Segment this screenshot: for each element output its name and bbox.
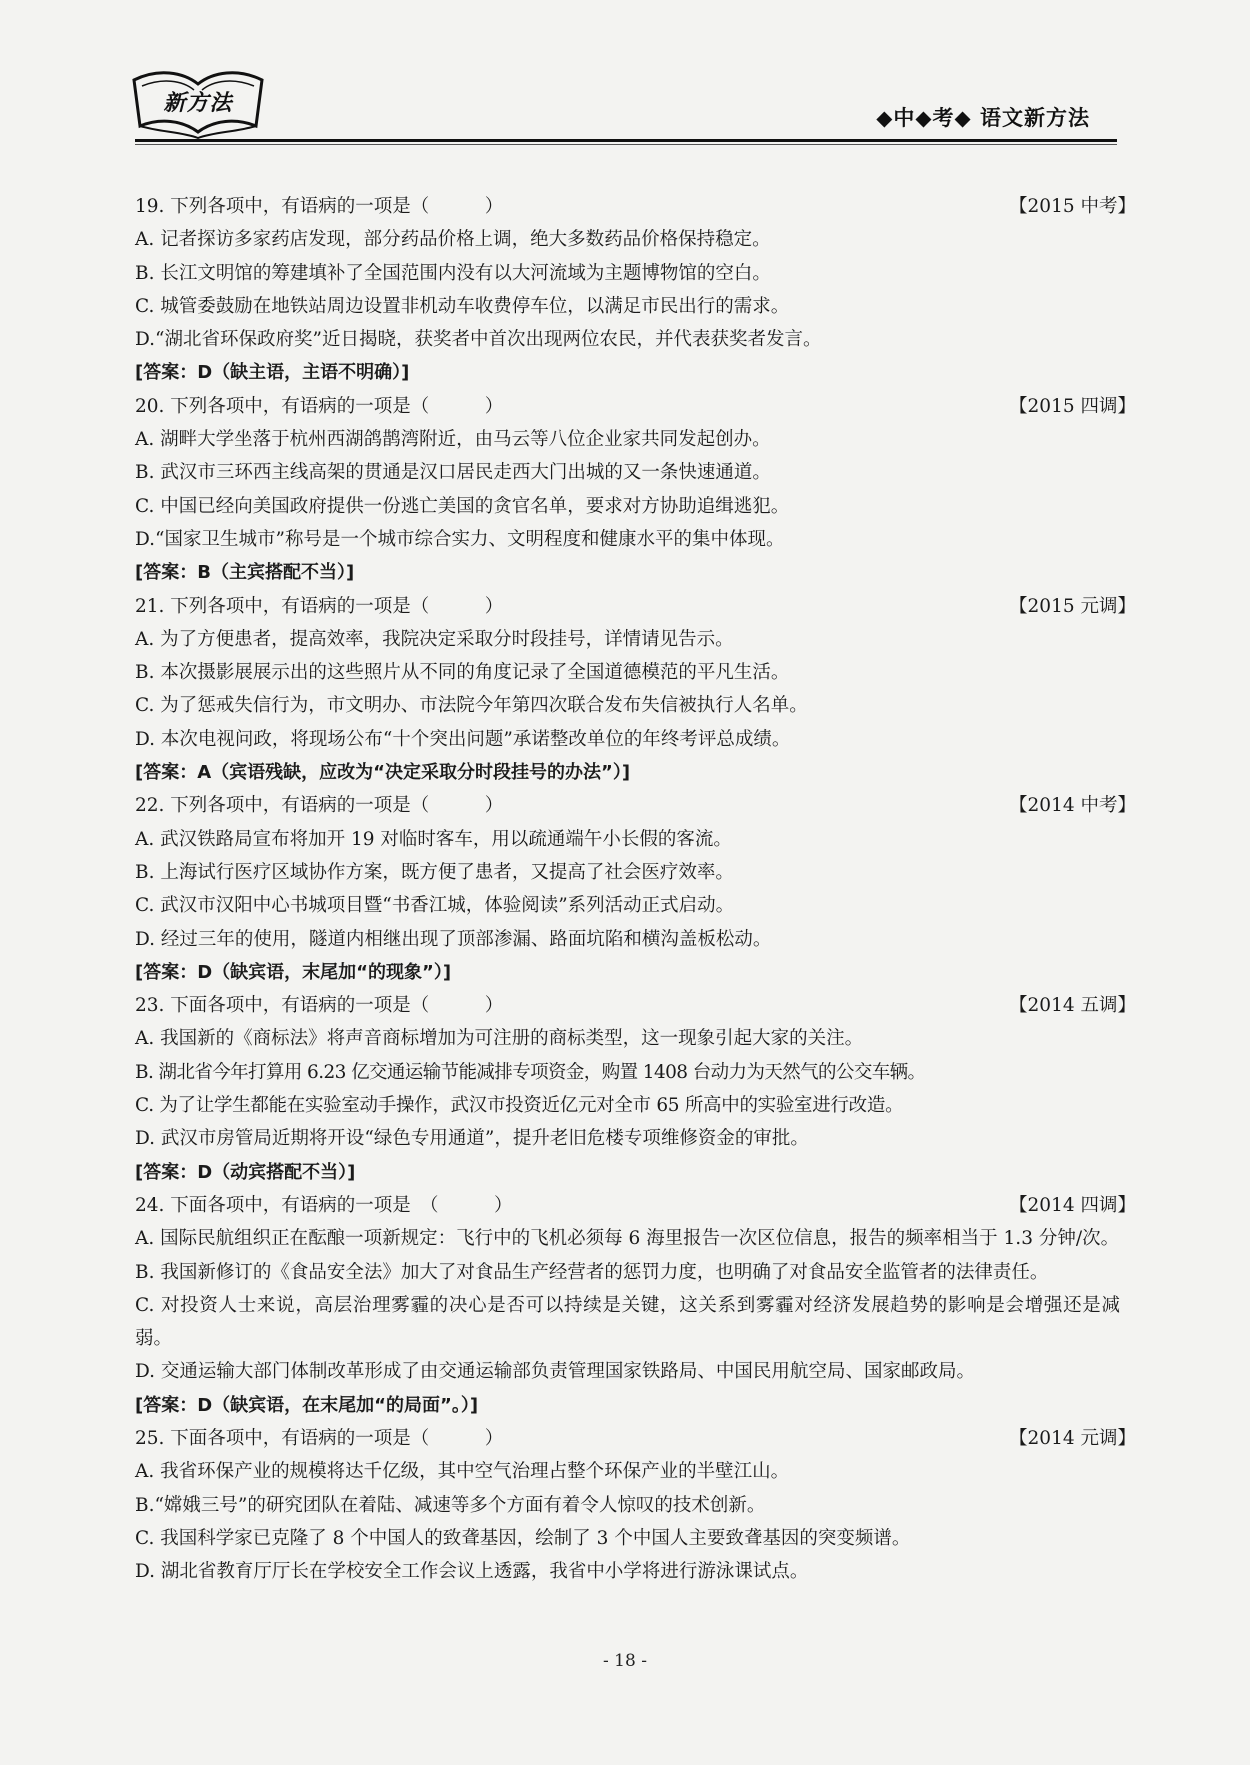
answer-line: [答案：B（主宾搭配不当）] [135,562,355,584]
option: B. 我国新修订的《食品安全法》加大了对食品生产经营者的惩罚力度，也明确了对食品安全监管者的法律责任。 [135,1261,1049,1283]
option: B. 上海试行医疗区域协作方案，既方便了患者，又提高了社会医疗效率。 [135,861,734,883]
answer-line: [答案：D（缺主语，主语不明确）] [135,362,410,384]
option: B. 本次摄影展展示出的这些照片从不同的角度记录了全国道德模范的平凡生活。 [135,662,790,684]
question-stem [135,989,1136,1022]
answer-line: [答案：D（缺宾语，在末尾加“的局面”。）] [135,1394,479,1416]
option: A. 武汉铁路局宣布将加开 19 对临时客车，用以疏通端午小长假的客流。 [135,828,732,850]
option: A. 湖畔大学坐落于杭州西湖鸽鹊湾附近，由马云等八位企业家共同发起创办。 [135,429,771,451]
option: D.“国家卫生城市”称号是一个城市综合实力、文明程度和健康水平的集中体现。 [135,528,785,550]
option: A. 为了方便患者，提高效率，我院决定采取分时段挂号，详情请见告示。 [135,628,734,650]
exam-source-tag: 【2014 元调】 [1009,1427,1136,1449]
option: C. 对投资人士来说，高层治理雾霾的决心是否可以持续是关键，这关系到雾霾对经济发展趋势的影响是会增强还是减弱。 [135,1294,1120,1350]
question-stem-text: 22. 下列各项中，有语病的一项是（ ） [135,795,504,817]
option: B. 武汉市三环西主线高架的贯通是汉口居民走西大门出城的又一条快速通道。 [135,462,771,484]
answer-line: [答案：A（宾语残缺，应改为“决定采取分时段挂号的办法”）] [135,762,631,784]
option: A. 记者探访多家药店发现，部分药品价格上调，绝大多数药品价格保持稳定。 [135,229,771,251]
header-divider-thin [135,144,1117,145]
page-number: - 18 - [603,1651,647,1671]
exam-source-tag: 【2014 四调】 [1009,1194,1136,1216]
option: D. 武汉市房管局近期将开设“绿色专用通道”，提升老旧危楼专项维修资金的审批。 [135,1128,809,1150]
header-title: ◆中◆考◆ 语文新方法 [876,106,1090,130]
question-list [135,190,1136,1588]
logo [128,62,268,140]
question-stem [135,590,1136,623]
question-stem [135,789,1136,822]
option: D. 经过三年的使用，隧道内相继出现了顶部渗漏、路面坑陷和横沟盖板松动。 [135,928,772,950]
question-stem-text: 24. 下面各项中，有语病的一项是 （ ） [135,1194,513,1216]
question-stem [135,1422,1136,1455]
question-stem [135,190,1136,223]
option: C. 中国已经向美国政府提供一份逃亡美国的贪官名单，要求对方协助追缉逃犯。 [135,495,790,517]
option: C. 武汉市汉阳中心书城项目暨“书香江城，体验阅读”系列活动正式启动。 [135,895,735,917]
answer-line: [答案：D（缺宾语，末尾加“的现象”）] [135,961,452,983]
option: B. 长江文明馆的筹建填补了全国范围内没有以大河流域为主题博物馆的空白。 [135,262,771,284]
question-stem-text: 21. 下列各项中，有语病的一项是（ ） [135,595,504,617]
question-stem-text: 20. 下列各项中，有语病的一项是（ ） [135,395,504,417]
option: B. 湖北省今年打算用 6.23 亿交通运输节能减排专项资金，购置 1408 台动力为天然气的公交车辆。 [135,1061,926,1083]
answer-line: [答案：D（动宾搭配不当）] [135,1161,356,1183]
question-stem [135,390,1136,423]
option: A. 我省环保产业的规模将达千亿级，其中空气治理占整个环保产业的半壁江山。 [135,1461,790,1483]
question-stem-text: 23. 下面各项中，有语病的一项是（ ） [135,995,504,1017]
option: C. 城管委鼓励在地铁站周边设置非机动车收费停车位，以满足市民出行的需求。 [135,295,790,317]
option: D. 湖北省教育厅厅长在学校安全工作会议上透露，我省中小学将进行游泳课试点。 [135,1561,809,1583]
exam-source-tag: 【2014 中考】 [1009,795,1136,817]
option: A. 我国新的《商标法》将声音商标增加为可注册的商标类型，这一现象引起大家的关注。 [135,1028,864,1050]
question-stem-text: 25. 下面各项中，有语病的一项是（ ） [135,1427,504,1449]
exam-source-tag: 【2015 中考】 [1009,196,1136,217]
option: B.“嫦娥三号”的研究团队在着陆、减速等多个方面有着令人惊叹的技术创新。 [135,1494,766,1516]
option: D. 交通运输大部门体制改革形成了由交通运输部负责管理国家铁路局、中国民用航空局、国家邮政局。 [135,1361,975,1383]
option: C. 我国科学家已克隆了 8 个中国人的致聋基因，绘制了 3 个中国人主要致聋基因的突变频谱。 [135,1527,911,1549]
exam-source-tag: 【2015 元调】 [1009,595,1136,617]
header-divider [135,139,1117,142]
option: D.“湖北省环保政府奖”近日揭晓，获奖者中首次出现两位农民，并代表获奖者发言。 [135,329,822,351]
question-stem-text: 19. 下列各项中，有语病的一项是（ ） [135,196,504,217]
option: C. 为了惩戒失信行为，市文明办、市法院今年第四次联合发布失信被执行人名单。 [135,695,808,717]
option: C. 为了让学生都能在实验室动手操作，武汉市投资近亿元对全市 65 所高中的实验室进行改造。 [135,1095,904,1117]
question-stem [135,1189,1136,1222]
exam-source-tag: 【2015 四调】 [1009,395,1136,417]
exam-source-tag: 【2014 五调】 [1009,995,1136,1017]
option: A. 国际民航组织正在酝酿一项新规定：飞行中的飞机必须每 6 海里报告一次区位信息，报告的频率相当于 1.3 分钟/次。 [135,1228,1120,1250]
logo-text: 新方法 [163,90,233,116]
option: D. 本次电视问政，将现场公布“十个突出问题”承诺整改单位的年终考评总成绩。 [135,728,791,750]
